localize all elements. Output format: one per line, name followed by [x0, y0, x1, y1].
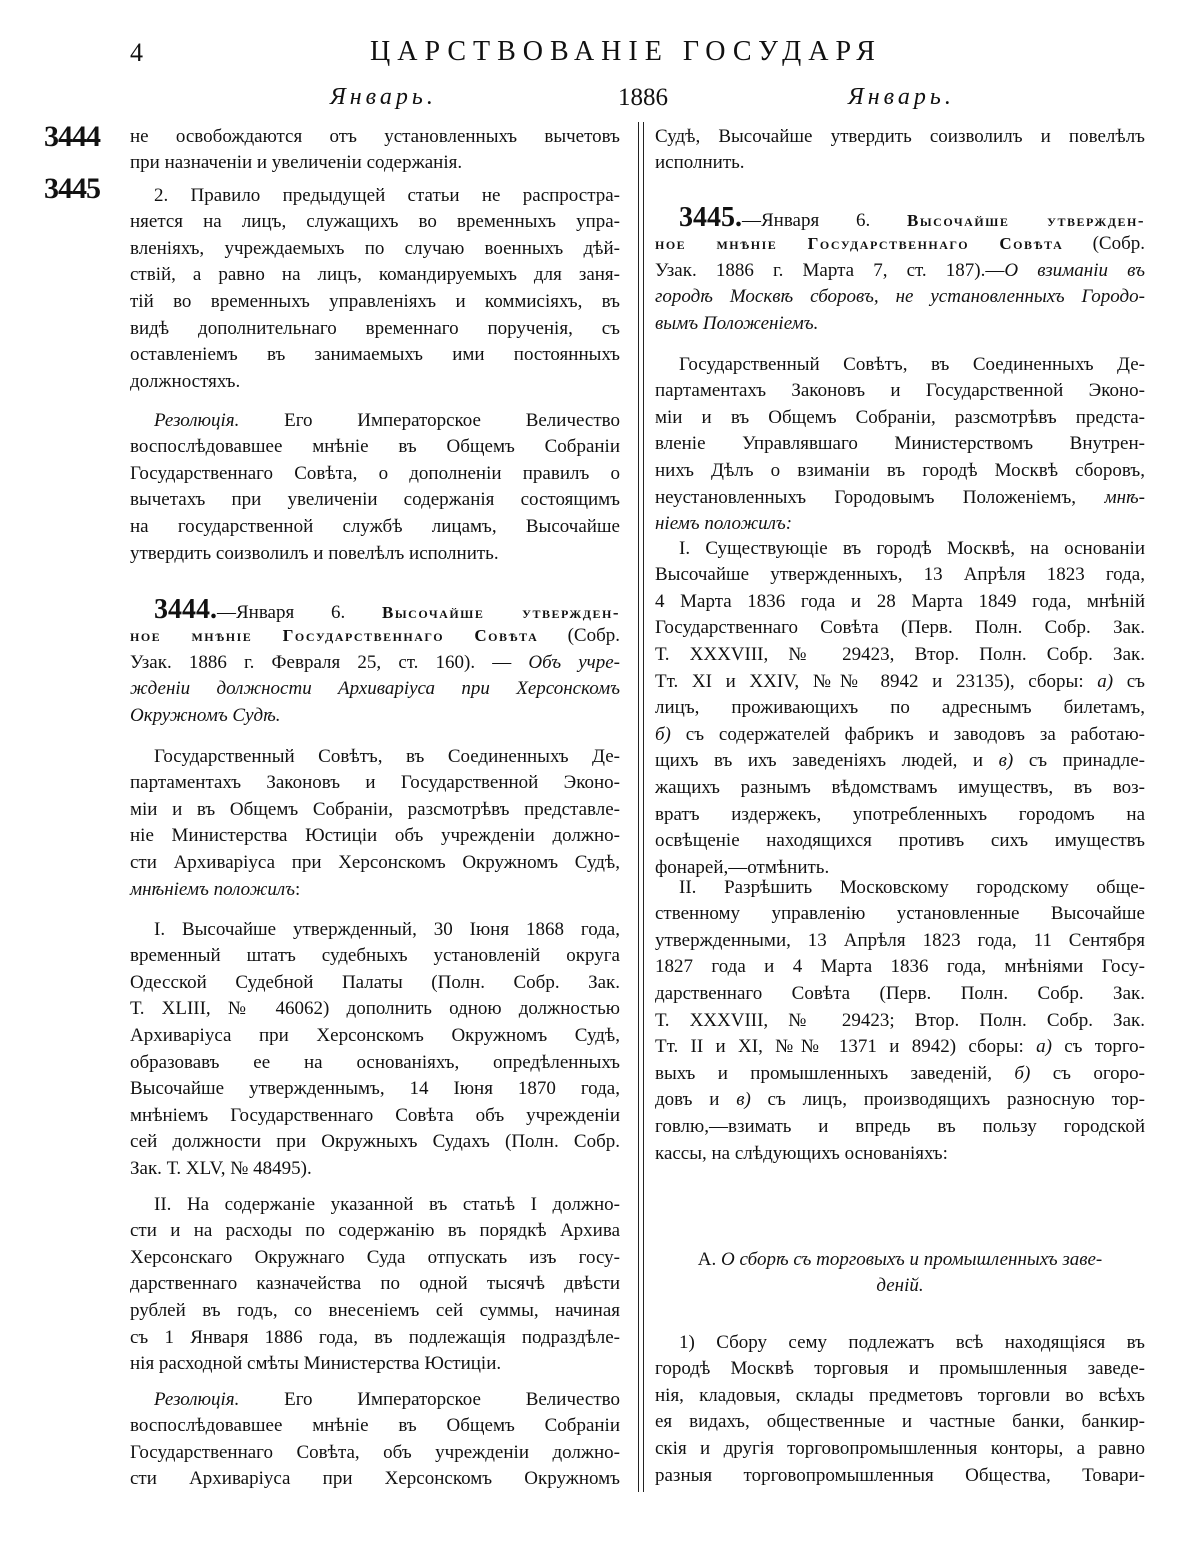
text-line	[130, 1192, 620, 1219]
text-run: Узак. 1886 г. Февраля 25, ст. 160). —	[130, 651, 529, 673]
text-line	[655, 954, 1145, 981]
text-run: міи и въ Общемъ Собраніи, разсмотрѣвъ предста-	[655, 406, 1145, 428]
text-run: кассы, на слѣдующихъ основаніяхъ:	[655, 1142, 948, 1164]
text-line	[655, 722, 1145, 749]
text-run: I. Высочайше утвержденный, 30 Іюня 1868 года,	[154, 918, 620, 940]
text-line	[655, 378, 1145, 405]
text-run: нія расходной смѣты Министерства Юстиціи.	[130, 1353, 502, 1375]
text-line	[130, 943, 620, 970]
text-line	[130, 183, 620, 210]
text-line	[130, 262, 620, 289]
text-run: временный штатъ судебныхъ установленій округа	[130, 945, 620, 967]
text-run: Зак. Т. XLV, № 48495).	[130, 1158, 312, 1180]
text-run: нія, кладовыя, склады предметовъ торговли во всѣхъ	[655, 1384, 1145, 1406]
text-run: Узак. 1886 г. Марта 7, ст. 187).—	[655, 259, 1005, 281]
section-a-point-1	[655, 1330, 1145, 1490]
text-line	[655, 1034, 1145, 1061]
text-line	[130, 514, 620, 541]
text-line	[130, 487, 620, 514]
italic-run: О взиманіи въ	[1004, 259, 1145, 281]
text-line	[655, 150, 1145, 177]
text-run: (Собр.	[1063, 233, 1145, 255]
text-line	[655, 124, 1145, 151]
text-line	[130, 1129, 620, 1156]
text-line	[130, 541, 620, 568]
text-line	[655, 669, 1145, 696]
italic-run: б)	[655, 723, 671, 745]
text-run: ствій, а равно на лицъ, командируемыхъ для заня-	[130, 264, 620, 286]
text-line	[655, 802, 1145, 829]
text-run: фонарей,—отмѣнить.	[655, 856, 830, 878]
text-run: 2. Правило предыдущей статьи не распростра-	[154, 184, 620, 206]
text-line	[130, 1387, 620, 1414]
italic-run: жденіи должности Архиваріуса при Херсонскомъ	[130, 678, 620, 700]
article-3444-heading	[130, 593, 620, 730]
text-run: Государственнаго Совѣта, о дополненіи правилъ о	[130, 462, 620, 484]
text-line	[655, 284, 1145, 311]
text-line	[655, 485, 1145, 512]
text-line	[655, 1247, 1145, 1274]
italic-run: Резолюція.	[154, 1388, 240, 1410]
text-run: А.	[697, 1248, 721, 1270]
text-run: 1827 года и 4 Марта 1836 года, мнѣніями Госу-	[655, 956, 1145, 978]
text-line	[130, 823, 620, 850]
text-line	[655, 511, 1145, 538]
text-run: Одесской Судебной Палаты (Полн. Собр. Зак.	[130, 971, 620, 993]
resolution-3444-end	[655, 124, 1145, 177]
article-3445-point-1	[655, 536, 1145, 882]
article-3445-heading	[655, 201, 1145, 338]
text-line	[130, 1325, 620, 1352]
spaced-heading-run: ное мнѣніе Государственнаго Совѣта	[655, 234, 1064, 254]
text-run: говлю,—взимать и впредь въ пользу городской	[655, 1116, 1145, 1138]
resolution-3444	[130, 1387, 620, 1493]
spaced-heading-run: Высочайше утвержден-	[907, 210, 1145, 230]
spaced-heading-run: ное мнѣніе Государственнаго Совѣта	[130, 626, 539, 646]
text-run: 4 Марта 1836 года и 28 Марта 1849 года, мнѣній	[655, 590, 1145, 612]
text-line	[130, 650, 620, 677]
text-line	[130, 877, 620, 904]
page-number: 4	[130, 38, 143, 67]
text-line	[130, 996, 620, 1023]
text-line	[130, 593, 620, 625]
text-line	[655, 201, 1145, 233]
text-line	[130, 209, 620, 236]
text-line	[655, 311, 1145, 338]
month-right: Январь.	[848, 84, 955, 110]
text-run: Государственный Совѣтъ, въ Соединенныхъ Де-	[154, 745, 620, 767]
text-line	[130, 917, 620, 944]
text-run: дарственнаго казначейства по одной тысячѣ двѣсти	[130, 1273, 620, 1295]
text-run: вратъ издержекъ, употребленныхъ городомъ на	[655, 803, 1145, 825]
text-line	[130, 744, 620, 771]
text-line	[655, 642, 1145, 669]
article-number: 3445.	[679, 201, 742, 233]
column-divider	[643, 122, 644, 1492]
text-line	[130, 1245, 620, 1272]
text-line	[130, 434, 620, 461]
text-run: —Января 6.	[742, 209, 908, 231]
text-run: выхъ и промышленныхъ заведеній,	[655, 1062, 1015, 1084]
column-divider	[638, 122, 639, 1492]
italic-run: б)	[1014, 1062, 1031, 1084]
text-run: нихъ Дѣлъ о взиманіи въ городѣ Москвѣ сборовъ,	[655, 460, 1145, 482]
margin-number: 3445	[44, 172, 100, 205]
article-3444-preamble	[130, 744, 620, 904]
text-line	[655, 1008, 1145, 1035]
text-run: съ принадле-	[1013, 750, 1145, 772]
text-line	[130, 289, 620, 316]
text-line	[130, 1466, 620, 1493]
para-continuation	[130, 124, 620, 177]
text-run: съ огоро-	[1030, 1062, 1146, 1084]
text-run: лицъ, проживающихъ по адреснымъ билетамъ,	[655, 697, 1145, 719]
text-line	[130, 150, 620, 177]
text-run: I. Существующіе въ городѣ Москвѣ, на основаніи	[679, 537, 1145, 559]
text-line	[655, 615, 1145, 642]
italic-run: городѣ Москвѣ сборовъ, не установленныхъ Городо-	[655, 286, 1145, 308]
text-run: няется на лицъ, служащихъ во временныхъ упра-	[130, 211, 620, 233]
text-line	[655, 1061, 1145, 1088]
text-run: жащихъ разнымъ вѣдомствамъ имуществъ, въ воз-	[655, 777, 1145, 799]
resolution-3445	[130, 408, 620, 568]
section-a-heading	[655, 1247, 1145, 1300]
text-run: Государственнаго Совѣта, объ учрежденіи должно-	[130, 1441, 620, 1463]
italic-run: вымъ Положеніемъ.	[655, 313, 819, 335]
italic-run: а)	[1036, 1036, 1052, 1058]
text-run: Государственнаго Совѣта (Перв. Полн. Собр. Зак.	[655, 617, 1145, 639]
text-run: утвердить соизволилъ и повелѣлъ исполнить.	[130, 542, 499, 564]
text-line	[655, 775, 1145, 802]
article-3444-point-2	[130, 1192, 620, 1378]
text-run: дарственнаго Совѣта (Перв. Полн. Собр. Зак.	[655, 983, 1145, 1005]
text-run: тій во временныхъ управленіяхъ и коммисіяхъ, въ	[130, 291, 620, 313]
text-line	[655, 405, 1145, 432]
text-run: утвержденными, 13 Апрѣля 1823 года, 11 Сентября	[655, 929, 1145, 951]
text-run: не освобождаются отъ установленныхъ вычетовъ	[130, 125, 620, 147]
text-line	[655, 1463, 1145, 1490]
text-run: Его Императорское Величество	[239, 409, 620, 431]
text-line	[655, 1141, 1145, 1168]
text-line	[655, 1330, 1145, 1357]
text-line	[130, 1023, 620, 1050]
text-line	[130, 623, 620, 650]
text-run: рублей въ годъ, со внесеніемъ сей суммы, начиная	[130, 1300, 620, 1322]
text-line	[130, 703, 620, 730]
year: 1886	[618, 84, 668, 111]
text-run: скія и другія торговопромышленныя конторы, а равно	[655, 1438, 1145, 1460]
text-line	[655, 875, 1145, 902]
article-3445-preamble	[655, 352, 1145, 538]
text-line	[655, 431, 1145, 458]
text-run: :	[295, 878, 301, 900]
text-line	[655, 695, 1145, 722]
month-left: Январь.	[330, 84, 437, 110]
text-run: II. На содержаніе указанной въ статьѣ I должно-	[154, 1193, 620, 1215]
article-number: 3444.	[154, 593, 217, 625]
italic-run: в)	[998, 750, 1014, 772]
text-line	[655, 828, 1145, 855]
text-run: городѣ Москвѣ торговыя и промышленныя заведе-	[655, 1358, 1145, 1380]
text-run: Архиваріуса при Херсонскомъ Окружномъ Судѣ,	[130, 1025, 620, 1047]
text-run: оставленіемъ въ занимаемыхъ ими постоянныхъ	[130, 344, 620, 366]
text-run: видѣ дополнительнаго временнаго порученія, съ	[130, 317, 620, 339]
text-run: сей должности при Окружныхъ Судахъ (Полн. Собр.	[130, 1131, 620, 1153]
text-line	[655, 1356, 1145, 1383]
italic-run: Окружномъ Судѣ.	[130, 705, 281, 727]
text-run: вычетахъ при увеличеніи содержанія состоящимъ	[130, 489, 620, 511]
text-run: 1) Сбору сему подлежатъ всѣ находящіяся въ	[679, 1331, 1145, 1353]
text-run: Т. XXXVIII, № 29423; Втор. Полн. Собр. Зак.	[655, 1009, 1145, 1031]
text-run: Тт. II и XI, №№ 1371 и 8942) сборы:	[655, 1036, 1037, 1058]
text-run: исполнить.	[655, 152, 745, 174]
text-run: на государственной службѣ лицамъ, Высочайше	[130, 516, 620, 538]
text-line	[655, 562, 1145, 589]
spaced-heading-run: Высочайше утвержден-	[382, 602, 620, 622]
text-line	[130, 1298, 620, 1325]
text-line	[655, 352, 1145, 379]
text-run: Херсонскаго Окружнаго Суда отпускать изъ госу-	[130, 1246, 620, 1268]
text-run: Государственный Совѣтъ, въ Соединенныхъ Де-	[679, 353, 1145, 375]
text-line	[130, 124, 620, 151]
text-run: съ лицъ, производящихъ разносную тор-	[750, 1089, 1145, 1111]
text-line	[655, 458, 1145, 485]
text-line	[130, 369, 620, 396]
text-run: вленіе Управлявшаго Министерствомъ Внутрен-	[655, 433, 1145, 455]
text-line	[130, 236, 620, 263]
text-line	[130, 461, 620, 488]
text-line	[130, 797, 620, 824]
text-run: міи и въ Общемъ Собраніи, разсмотрѣвъ представле-	[130, 798, 620, 820]
margin-number: 3444	[44, 120, 100, 153]
article-3445-point-2	[655, 875, 1145, 1168]
text-line	[655, 1383, 1145, 1410]
text-run: разныя торговопромышленныя Общества, Товари-	[655, 1464, 1145, 1486]
text-run: съ торго-	[1051, 1036, 1145, 1058]
text-line	[655, 928, 1145, 955]
text-line	[130, 1156, 620, 1183]
text-line	[655, 258, 1145, 285]
italic-run: мнѣніемъ положилъ	[130, 878, 296, 900]
text-line	[655, 536, 1145, 563]
text-line	[655, 1409, 1145, 1436]
text-line	[130, 408, 620, 435]
text-line	[130, 1271, 620, 1298]
text-line	[130, 770, 620, 797]
italic-run: Объ учре-	[528, 651, 620, 673]
text-run: сти и на расходы по содержанію въ порядкѣ Архива	[130, 1220, 620, 1242]
text-line	[130, 1050, 620, 1077]
text-run: образовавъ ее на основаніяхъ, опредѣленныхъ	[130, 1051, 620, 1073]
text-line	[655, 589, 1145, 616]
text-line	[130, 1103, 620, 1130]
running-title: ЦАРСТВОВАНІЕ ГОСУДАРЯ	[370, 36, 882, 67]
text-line	[130, 1440, 620, 1467]
italic-run: в)	[736, 1089, 751, 1111]
text-run: II. Разрѣшить Московскому городскому обще-	[679, 876, 1145, 898]
text-line	[130, 1076, 620, 1103]
text-line	[130, 316, 620, 343]
italic-run: а)	[1097, 670, 1114, 692]
text-run: партаментахъ Законовъ и Государственной Эконо-	[655, 380, 1145, 402]
text-line	[655, 1436, 1145, 1463]
text-line	[655, 901, 1145, 928]
text-run: неустановленныхъ Городовымъ Положеніемъ,	[655, 486, 1105, 508]
text-line	[655, 981, 1145, 1008]
text-run: съ	[1113, 670, 1145, 692]
text-run: ея видахъ, общественные и частные банки, банкир-	[655, 1411, 1145, 1433]
text-run: ніе Министерства Юстиціи объ учрежденіи должно-	[130, 825, 620, 847]
text-line	[655, 231, 1145, 258]
text-line	[130, 1351, 620, 1378]
text-run: мнѣніемъ Государственнаго Совѣта объ учрежденіи	[130, 1104, 620, 1126]
text-run: съ содержателей фабрикъ и заводовъ за работаю-	[670, 723, 1145, 745]
text-run: довъ и	[655, 1089, 737, 1111]
text-run: щихъ въ ихъ заведеніяхъ людей, и	[655, 750, 999, 772]
text-line	[130, 1218, 620, 1245]
text-run: при назначеніи и увеличеніи содержанія.	[130, 152, 463, 174]
article-3445-para-2	[130, 183, 620, 396]
text-run: ственному управленію установленные Высочайше	[655, 903, 1145, 925]
text-run: Судѣ, Высочайше утвердить соизволилъ и повелѣлъ	[655, 125, 1145, 147]
text-run: вленіяхъ, учреждаемыхъ по случаю военныхъ дѣй-	[130, 237, 620, 259]
text-line	[130, 342, 620, 369]
text-run: воспослѣдовавшее мнѣніе въ Общемъ Собраніи	[130, 436, 620, 458]
text-run: (Собр.	[538, 625, 620, 647]
text-run: должностяхъ.	[130, 370, 241, 392]
italic-run: деній.	[876, 1275, 924, 1297]
text-run: съ 1 Января 1886 года, въ подлежащія подраздѣле-	[130, 1326, 620, 1348]
text-line	[655, 1087, 1145, 1114]
text-run: сти Архиваріуса при Херсонскомъ Окружномъ Судѣ,	[130, 852, 620, 874]
text-line	[130, 970, 620, 997]
italic-run: мнѣ-	[1104, 486, 1145, 508]
text-line	[655, 748, 1145, 775]
text-run: сти Архиваріуса при Херсонскомъ Окружномъ	[130, 1468, 620, 1490]
article-3444-point-1	[130, 917, 620, 1183]
italic-run: Резолюція.	[154, 409, 240, 431]
text-run: Т. XXXVIII, № 29423, Втор. Полн. Собр. Зак.	[655, 644, 1145, 666]
text-line	[655, 1273, 1145, 1300]
text-run: —Января 6.	[217, 601, 383, 623]
text-line	[130, 676, 620, 703]
text-run: партаментахъ Законовъ и Государственной Эконо-	[130, 772, 620, 794]
italic-run: О сборѣ съ торговыхъ и промышленныхъ заве-	[720, 1248, 1103, 1270]
italic-run: ніемъ положилъ:	[655, 513, 793, 535]
text-run: Его Императорское Величество	[239, 1388, 620, 1410]
text-run: Т. XLIII, № 46062) дополнить одною должностью	[130, 998, 620, 1020]
text-run: Высочайше утвержденнымъ, 14 Іюня 1870 года,	[130, 1078, 620, 1100]
text-run: освѣщеніе находящихся противъ сихъ имуществъ	[655, 830, 1145, 852]
text-run: Высочайше утвержденныхъ, 13 Апрѣля 1823 года,	[655, 564, 1145, 586]
text-run: Тт. XI и XXIV, №№ 8942 и 23135), сборы:	[655, 670, 1098, 692]
text-line	[655, 1114, 1145, 1141]
text-line	[130, 850, 620, 877]
text-line	[130, 1413, 620, 1440]
text-run: воспослѣдовавшее мнѣніе въ Общемъ Собраніи	[130, 1415, 620, 1437]
